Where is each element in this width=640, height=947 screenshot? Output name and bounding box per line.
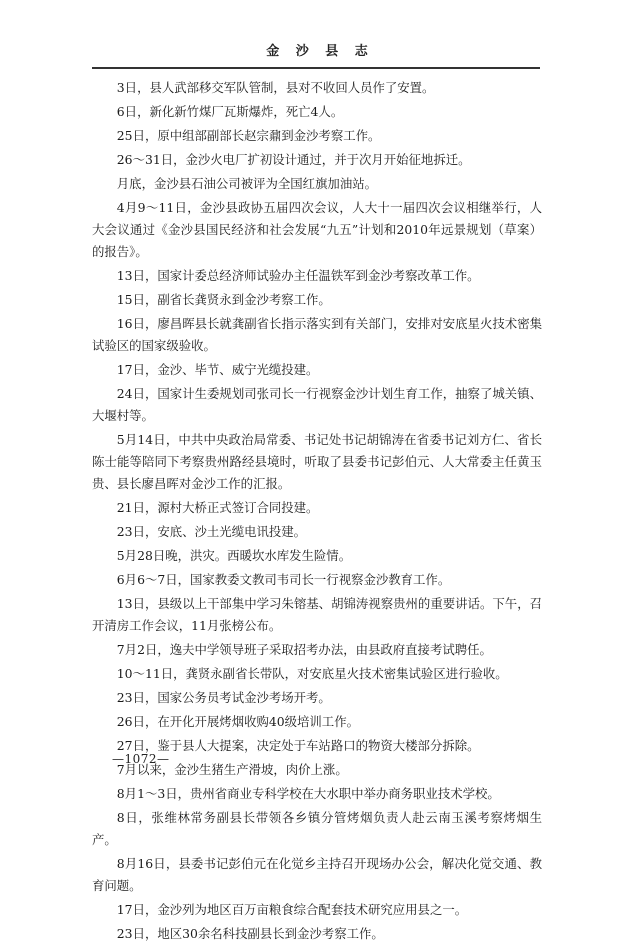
chronicle-entry: 13日，县级以上干部集中学习朱镕基、胡锦涛视察贵州的重要讲话。下午，召开清房工作会议，11月张榜公布。 (92, 596, 542, 633)
chronicle-entry: 25日，原中组部副部长赵宗鼐到金沙考察工作。 (116, 128, 381, 143)
chronicle-entry: 8月1～3日，贵州省商业专科学校在大水职中举办商务职业技术学校。 (116, 786, 500, 801)
chronicle-entry: 27日，鉴于县人大提案，决定处于车站路口的物资大楼部分拆除。 (116, 738, 480, 753)
chronicle-entry: 8月16日，县委书记彭伯元在化觉乡主持召开现场办公会，解决化觉交通、教育问题。 (92, 856, 542, 893)
chronicle-entry: 月底，金沙县石油公司被评为全国红旗加油站。 (116, 176, 377, 191)
chronicle-entry: 6日，新化新竹煤厂瓦斯爆炸，死亡4人。 (116, 104, 344, 119)
chronicle-entry: 10～11日，龚贤永副省长带队，对安底星火技术密集试验区进行验收。 (116, 666, 508, 681)
chronicle-entry: 26日，在开化开展烤烟收购40级培训工作。 (116, 714, 359, 729)
chronicle-entry: 6月6～7日，国家教委文教司韦司长一行视察金沙教育工作。 (116, 572, 451, 587)
chronicle-body (92, 77, 542, 947)
chronicle-entry: 16日，廖昌晖县长就龚副省长指示落实到有关部门，安排对安底星火技术密集试验区的国家级验收。 (92, 316, 542, 353)
chronicle-entry: 23日，安底、沙土光缆电讯投建。 (116, 524, 307, 539)
chronicle-entry: 23日，地区30余名科技副县长到金沙考察工作。 (116, 926, 384, 941)
chronicle-entry: 24日，国家计生委规划司张司长一行视察金沙计划生育工作，抽察了城关镇、大堰村等。 (92, 386, 542, 423)
running-header: 金 沙 县 志 (266, 44, 374, 59)
chronicle-entry: 4月9～11日，金沙县政协五届四次会议，人大十一届四次会议相继举行，人大会议通过《金沙县国民经济和社会发展“九五”计划和2010年远景规划（草案）的报告》。 (92, 200, 542, 259)
chronicle-entry: 8日，张维林常务副县长带领各乡镇分管烤烟负责人赴云南玉溪考察烤烟生产。 (92, 810, 542, 847)
chronicle-entry: 17日，金沙、毕节、威宁光缆投建。 (116, 362, 319, 377)
chronicle-entry: 5月14日，中共中央政治局常委、书记处书记胡锦涛在省委书记刘方仁、省长陈士能等陪同下考察贵州路经县境时，听取了县委书记彭伯元、人大常委主任黄玉贵、县长廖昌晖对金沙工作的汇报。 (92, 432, 542, 491)
header-rule (92, 67, 540, 69)
chronicle-entry: 21日，源村大桥正式签订合同投建。 (116, 500, 319, 515)
page-number: —1072— (112, 752, 170, 766)
chronicle-entry: 23日，国家公务员考试金沙考场开考。 (116, 690, 331, 705)
chronicle-entry: 7月2日，逸夫中学领导班子采取招考办法，由县政府直接考试聘任。 (116, 642, 492, 657)
chronicle-entry: 5月28日晚，洪灾。西暖坎水库发生险情。 (116, 548, 352, 563)
chronicle-entry: 3日，县人武部移交军队管制，县对不收回人员作了安置。 (116, 80, 435, 95)
chronicle-entry: 7月以来，金沙生猪生产滑坡，肉价上涨。 (116, 762, 348, 777)
chronicle-entry: 17日，金沙列为地区百万亩粮食综合配套技术研究应用县之一。 (116, 902, 468, 917)
chronicle-entry: 26～31日，金沙火电厂扩初设计通过，并于次月开始征地拆迁。 (116, 152, 471, 167)
chronicle-entry: 15日，副省长龚贤永到金沙考察工作。 (116, 292, 331, 307)
chronicle-entry: 13日，国家计委总经济师试验办主任温铁军到金沙考察改革工作。 (116, 268, 480, 283)
